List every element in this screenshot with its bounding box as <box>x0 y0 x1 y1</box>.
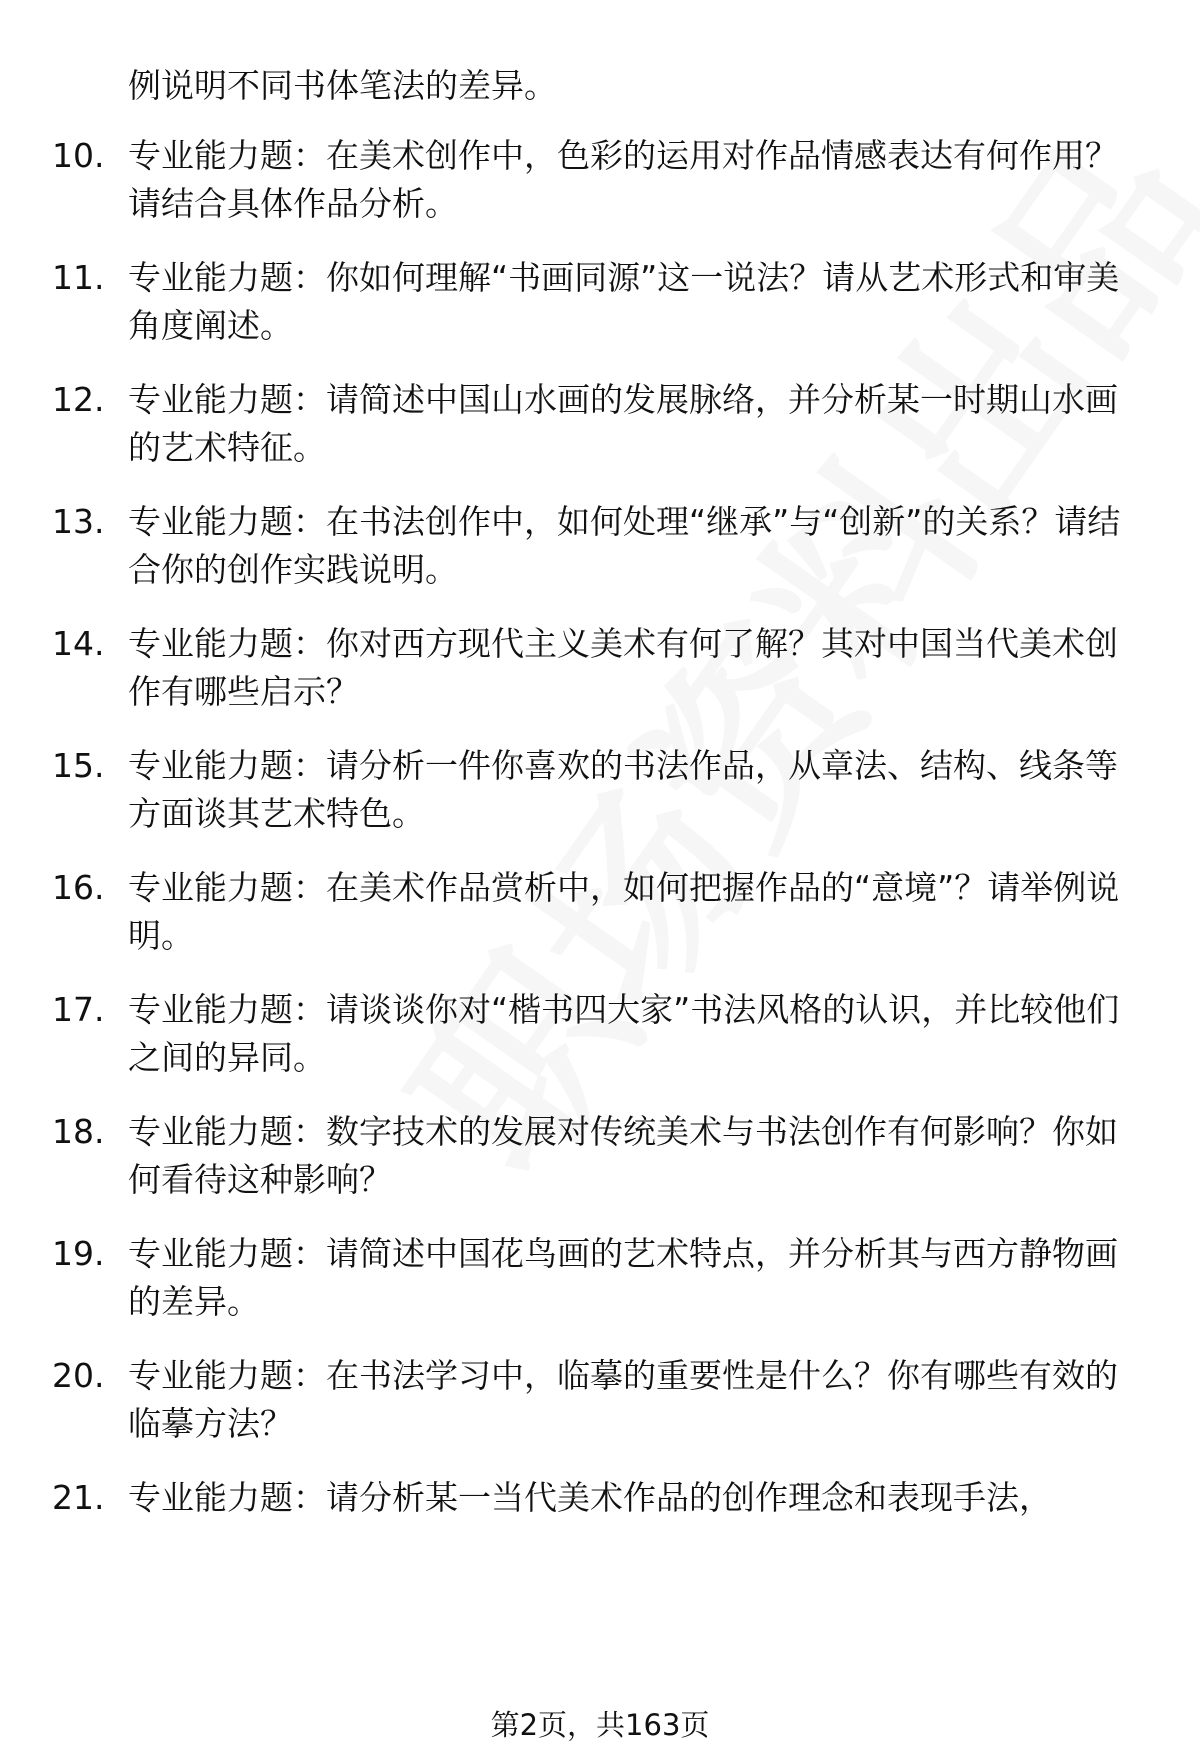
question-text: 专业能力题：在书法创作中，如何处理“继承”与“创新”的关系？请结合你的创作实践说明。 <box>128 502 1121 589</box>
question-text: 专业能力题：请分析一件你喜欢的书法作品，从章法、结构、线条等方面谈其艺术特色。 <box>128 746 1118 833</box>
page-footer: 第2页，共163页 <box>490 1708 710 1742</box>
question-text: 专业能力题：你如何理解“书画同源”这一说法？请从艺术形式和审美角度阐述。 <box>128 258 1120 345</box>
question-text: 专业能力题：在美术创作中，色彩的运用对作品情感表达有何作用？请结合具体作品分析。 <box>128 136 1118 223</box>
continuation-text: 例说明不同书体笔法的差异。 <box>128 66 557 105</box>
question-number: 20. <box>52 1356 105 1395</box>
question-number: 10. <box>52 136 105 175</box>
question-text: 专业能力题：请分析某一当代美术作品的创作理念和表现手法， <box>128 1478 1052 1517</box>
question-number: 16. <box>52 868 105 907</box>
question-text: 专业能力题：在美术作品赏析中，如何把握作品的“意境”？请举例说明。 <box>128 868 1120 955</box>
question-number: 18. <box>52 1112 105 1151</box>
question-text: 专业能力题：在书法学习中，临摹的重要性是什么？你有哪些有效的临摹方法？ <box>128 1356 1118 1443</box>
question-text: 专业能力题：数字技术的发展对传统美术与书法创作有何影响？你如何看待这种影响？ <box>128 1112 1118 1199</box>
question-text: 专业能力题：请简述中国山水画的发展脉络，并分析某一时期山水画的艺术特征。 <box>128 380 1118 467</box>
question-text: 专业能力题：你对西方现代主义美术有何了解？其对中国当代美术创作有哪些启示？ <box>128 624 1118 711</box>
question-number: 13. <box>52 502 105 541</box>
question-number: 11. <box>52 258 105 297</box>
question-number: 19. <box>52 1234 105 1273</box>
question-number: 12. <box>52 380 105 419</box>
question-text: 专业能力题：请谈谈你对“楷书四大家”书法风格的认识，并比较他们之间的异同。 <box>128 990 1120 1077</box>
question-number: 17. <box>52 990 105 1029</box>
question-text: 专业能力题：请简述中国花鸟画的艺术特点，并分析其与西方静物画的差异。 <box>128 1234 1118 1321</box>
question-number: 14. <box>52 624 105 663</box>
question-number: 15. <box>52 746 105 785</box>
question-number: 21. <box>52 1478 105 1517</box>
